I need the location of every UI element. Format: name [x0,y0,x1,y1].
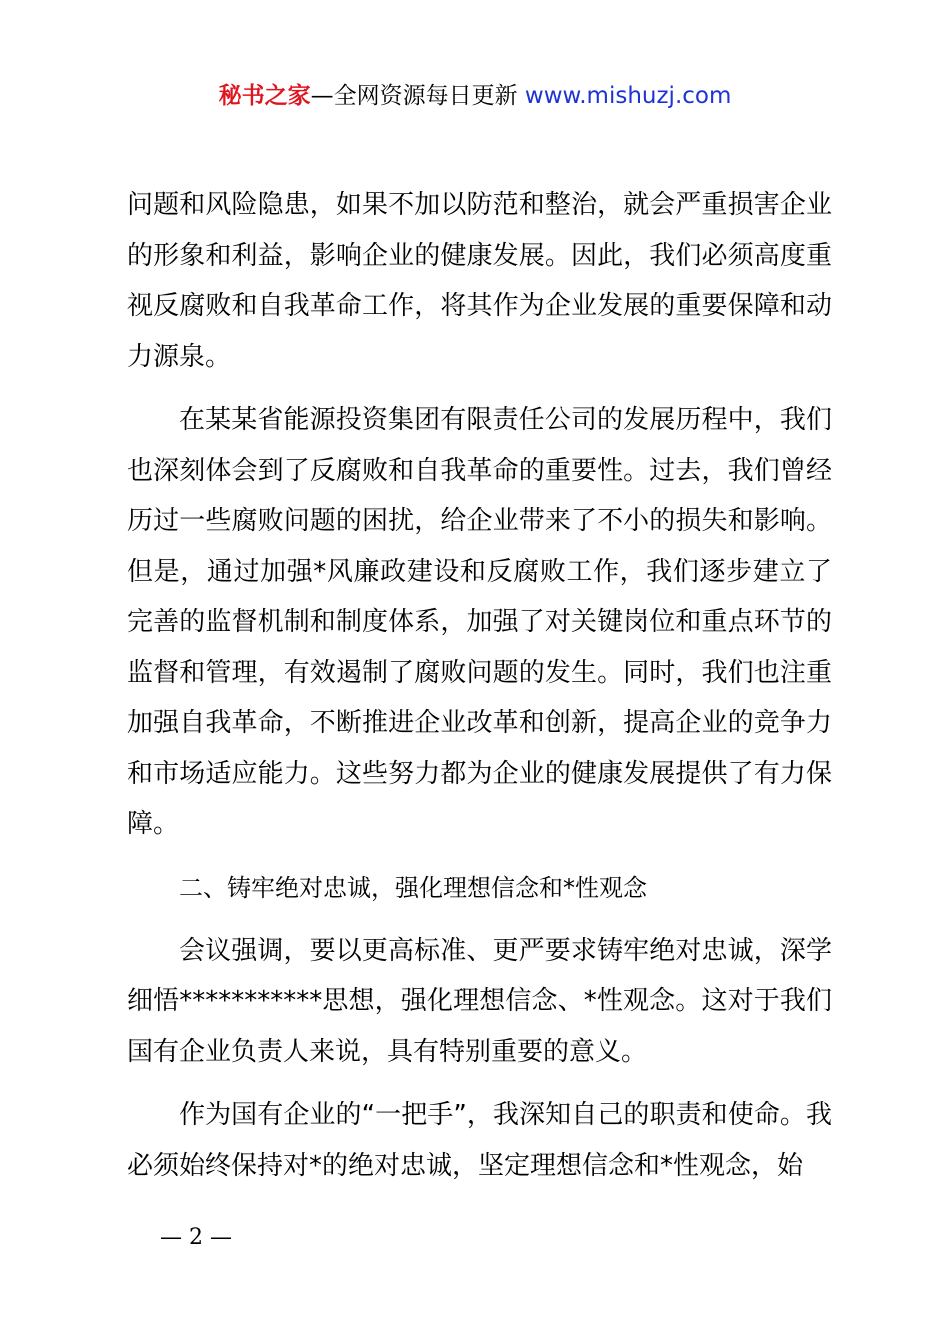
page-number: — 2 — [160,1225,232,1250]
paragraph-3: 会议强调，要以更高标准、更严要求铸牢绝对忠诚，深学细悟***********思想，强化理想信念、*性观念。这对于我们国有企业负责人来说，具有特别重要的意义。 [127,935,832,1067]
paragraph-1: 问题和风险隐患，如果不加以防范和整治，就会严重损害企业的形象和利益，影响企业的健康发展。因此，我们必须高度重视反腐败和自我革命工作，将其作为企业发展的重要保障和动力源泉。 [127,190,832,372]
site-tagline: —全网资源每日更新 [310,83,525,109]
paragraph-4: 作为国有企业的“一把手”，我深知自己的职责和使命。我必须始终保持对*的绝对忠诚，坚定理想信念和*性观念，始 [127,1100,832,1181]
site-url-link[interactable]: www.mishuzj.com [524,83,732,109]
page-header [0,78,950,114]
section-heading: 二、铸牢绝对忠诚，强化理想信念和*性观念 [179,873,647,902]
document-body [127,180,832,1191]
site-brand: 秘书之家 [218,83,311,109]
paragraph-2: 在某某省能源投资集团有限责任公司的发展历程中，我们也深刻体会到了反腐败和自我革命的重要性。过去，我们曾经历过一些腐败问题的困扰，给企业带来了不小的损失和影响。但是，通过加强*风廉政建设和反腐败工作，我们逐步建立了完善的监督机制和制度体系，加强了对关键岗位和重点环节的监督和管理，有效遏制了腐败问题的发生。同时，我们也注重加强自我革命，不断推进企业改革和创新，提高企业的竞争力和市场适应能力。这些努力都为企业的健康发展提供了有力保障。 [127,405,832,839]
